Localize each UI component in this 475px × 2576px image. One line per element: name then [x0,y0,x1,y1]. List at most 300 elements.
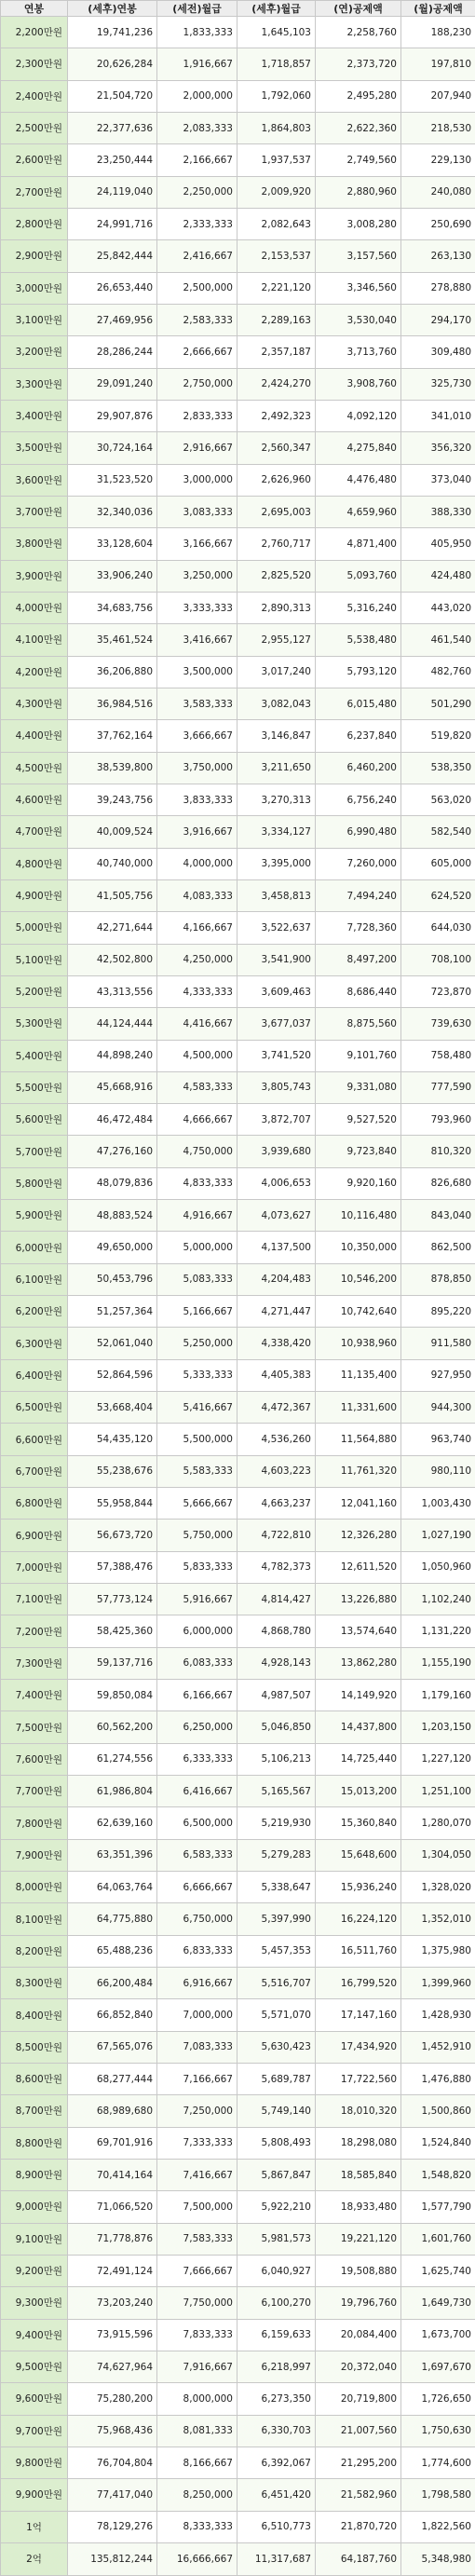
annual-salary-cell: 5,000만원 [1,912,68,944]
table-row [1,879,475,911]
net-annual-salary-cell: 68,989,680 [68,2095,157,2127]
annual-deduction-cell: 17,147,160 [316,1999,401,2031]
header-net-annual-salary: (세후)연봉 [68,1,157,17]
net-monthly-salary-cell: 3,939,680 [238,1136,316,1167]
table-row [1,720,475,752]
annual-deduction-cell: 3,713,760 [316,336,401,368]
annual-deduction-cell: 13,574,640 [316,1615,401,1647]
net-annual-salary-cell: 56,673,720 [68,1520,157,1551]
gross-monthly-salary-cell: 2,833,333 [157,400,238,431]
monthly-deduction-cell: 373,040 [401,464,475,496]
net-monthly-salary-cell: 4,814,427 [238,1584,316,1615]
gross-monthly-salary-cell: 5,000,000 [157,1232,238,1263]
annual-salary-cell: 7,600만원 [1,1743,68,1775]
annual-salary-cell: 7,300만원 [1,1647,68,1679]
net-monthly-salary-cell: 5,516,707 [238,1968,316,1999]
annual-salary-cell: 7,200만원 [1,1615,68,1647]
gross-monthly-salary-cell: 4,416,667 [157,1008,238,1040]
net-annual-salary-cell: 135,812,244 [68,2542,157,2575]
table-row [1,1807,475,1839]
table-row [1,1935,475,1967]
monthly-deduction-cell: 895,220 [401,1296,475,1328]
table-row [1,1999,475,2031]
net-annual-salary-cell: 75,968,436 [68,2415,157,2447]
annual-salary-cell: 9,200만원 [1,2255,68,2286]
net-annual-salary-cell: 70,414,164 [68,2159,157,2190]
table-row [1,2095,475,2127]
gross-monthly-salary-cell: 6,833,333 [157,1935,238,1967]
table-row [1,176,475,208]
net-annual-salary-cell: 65,488,236 [68,1935,157,1967]
annual-deduction-cell: 6,460,200 [316,752,401,784]
net-annual-salary-cell: 48,079,836 [68,1167,157,1199]
net-monthly-salary-cell: 5,571,070 [238,1999,316,2031]
annual-deduction-cell: 15,360,840 [316,1807,401,1839]
table-row [1,784,475,815]
annual-salary-cell: 8,800만원 [1,2127,68,2159]
net-annual-salary-cell: 53,668,404 [68,1392,157,1424]
monthly-deduction-cell: 1,280,070 [401,1807,475,1839]
monthly-deduction-cell: 644,030 [401,912,475,944]
table-row [1,592,475,623]
gross-monthly-salary-cell: 6,250,000 [157,1711,238,1743]
annual-salary-cell: 6,100만원 [1,1263,68,1295]
table-row [1,272,475,304]
annual-deduction-cell: 12,611,520 [316,1551,401,1583]
monthly-deduction-cell: 405,950 [401,528,475,560]
annual-salary-cell: 9,100만원 [1,2223,68,2255]
annual-deduction-cell: 20,372,040 [316,2351,401,2382]
monthly-deduction-cell: 911,580 [401,1328,475,1359]
gross-monthly-salary-cell: 5,083,333 [157,1263,238,1295]
table-row [1,368,475,400]
gross-monthly-salary-cell: 6,000,000 [157,1615,238,1647]
net-annual-salary-cell: 57,388,476 [68,1551,157,1583]
annual-deduction-cell: 3,008,280 [316,208,401,239]
annual-deduction-cell: 4,275,840 [316,432,401,464]
net-annual-salary-cell: 43,313,556 [68,975,157,1007]
net-annual-salary-cell: 60,562,200 [68,1711,157,1743]
net-monthly-salary-cell: 4,928,143 [238,1647,316,1679]
net-annual-salary-cell: 71,066,520 [68,2191,157,2223]
net-monthly-salary-cell: 4,204,483 [238,1263,316,1295]
table-row [1,1296,475,1328]
annual-deduction-cell: 19,796,760 [316,2287,401,2319]
annual-deduction-cell: 2,880,960 [316,176,401,208]
table-row [1,400,475,431]
annual-salary-cell: 6,600만원 [1,1424,68,1455]
gross-monthly-salary-cell: 3,416,667 [157,624,238,656]
annual-salary-cell: 7,500만원 [1,1711,68,1743]
net-annual-salary-cell: 22,377,636 [68,112,157,143]
gross-monthly-salary-cell: 3,750,000 [157,752,238,784]
gross-monthly-salary-cell: 6,333,333 [157,1743,238,1775]
gross-monthly-salary-cell: 3,666,667 [157,720,238,752]
monthly-deduction-cell: 519,820 [401,720,475,752]
annual-salary-cell: 6,500만원 [1,1392,68,1424]
net-annual-salary-cell: 77,417,040 [68,2479,157,2511]
monthly-deduction-cell: 240,080 [401,176,475,208]
annual-deduction-cell: 17,434,920 [316,2031,401,2063]
gross-monthly-salary-cell: 4,666,667 [157,1104,238,1136]
annual-deduction-cell: 9,920,160 [316,1167,401,1199]
annual-salary-cell: 9,800만원 [1,2447,68,2478]
gross-monthly-salary-cell: 3,583,333 [157,688,238,719]
net-annual-salary-cell: 19,741,236 [68,17,157,48]
annual-deduction-cell: 18,298,080 [316,2127,401,2159]
annual-deduction-cell: 19,221,120 [316,2223,401,2255]
table-row [1,1263,475,1295]
table-row [1,1392,475,1424]
net-annual-salary-cell: 55,958,844 [68,1488,157,1520]
net-monthly-salary-cell: 3,270,313 [238,784,316,815]
net-monthly-salary-cell: 1,792,060 [238,80,316,112]
annual-salary-cell: 5,600만원 [1,1104,68,1136]
net-annual-salary-cell: 49,650,000 [68,1232,157,1263]
table-row [1,2223,475,2255]
annual-salary-cell: 3,600만원 [1,464,68,496]
gross-monthly-salary-cell: 5,250,000 [157,1328,238,1359]
monthly-deduction-cell: 1,003,430 [401,1488,475,1520]
monthly-deduction-cell: 777,590 [401,1071,475,1103]
annual-deduction-cell: 8,497,200 [316,944,401,975]
gross-monthly-salary-cell: 3,000,000 [157,464,238,496]
table-row [1,1232,475,1263]
table-row [1,208,475,239]
monthly-deduction-cell: 1,027,190 [401,1520,475,1551]
table-row [1,240,475,272]
net-annual-salary-cell: 21,504,720 [68,80,157,112]
table-row [1,2542,475,2575]
monthly-deduction-cell: 1,428,930 [401,1999,475,2031]
gross-monthly-salary-cell: 7,666,667 [157,2255,238,2286]
annual-deduction-cell: 11,135,400 [316,1359,401,1391]
annual-salary-cell: 6,900만원 [1,1520,68,1551]
net-annual-salary-cell: 73,203,240 [68,2287,157,2319]
gross-monthly-salary-cell: 6,916,667 [157,1968,238,1999]
net-monthly-salary-cell: 4,868,780 [238,1615,316,1647]
net-annual-salary-cell: 33,128,604 [68,528,157,560]
net-monthly-salary-cell: 3,146,847 [238,720,316,752]
net-monthly-salary-cell: 2,955,127 [238,624,316,656]
net-annual-salary-cell: 31,523,520 [68,464,157,496]
net-annual-salary-cell: 75,280,200 [68,2383,157,2415]
gross-monthly-salary-cell: 1,833,333 [157,17,238,48]
table-row [1,80,475,112]
table-row [1,2383,475,2415]
annual-salary-cell: 8,300만원 [1,1968,68,1999]
annual-salary-cell: 3,400만원 [1,400,68,431]
gross-monthly-salary-cell: 6,083,333 [157,1647,238,1679]
gross-monthly-salary-cell: 2,166,667 [157,144,238,176]
annual-deduction-cell: 2,373,720 [316,48,401,80]
gross-monthly-salary-cell: 6,750,000 [157,1903,238,1935]
monthly-deduction-cell: 1,352,010 [401,1903,475,1935]
net-annual-salary-cell: 64,063,764 [68,1872,157,1903]
net-annual-salary-cell: 29,091,240 [68,368,157,400]
table-row [1,1584,475,1615]
annual-deduction-cell: 14,725,440 [316,1743,401,1775]
annual-deduction-cell: 9,331,080 [316,1071,401,1103]
net-monthly-salary-cell: 5,749,140 [238,2095,316,2127]
net-annual-salary-cell: 27,469,956 [68,304,157,335]
table-row [1,1968,475,1999]
table-row [1,528,475,560]
monthly-deduction-cell: 207,940 [401,80,475,112]
monthly-deduction-cell: 461,540 [401,624,475,656]
gross-monthly-salary-cell: 4,583,333 [157,1071,238,1103]
gross-monthly-salary-cell: 7,833,333 [157,2319,238,2351]
net-annual-salary-cell: 59,850,084 [68,1680,157,1711]
annual-salary-cell: 5,400만원 [1,1040,68,1071]
annual-salary-cell: 2,400만원 [1,80,68,112]
gross-monthly-salary-cell: 7,750,000 [157,2287,238,2319]
monthly-deduction-cell: 563,020 [401,784,475,815]
gross-monthly-salary-cell: 6,500,000 [157,1807,238,1839]
annual-salary-cell: 8,500만원 [1,2031,68,2063]
net-annual-salary-cell: 52,061,040 [68,1328,157,1359]
gross-monthly-salary-cell: 2,583,333 [157,304,238,335]
annual-salary-cell: 4,300만원 [1,688,68,719]
monthly-deduction-cell: 1,798,580 [401,2479,475,2511]
table-header-row [1,1,475,17]
gross-monthly-salary-cell: 4,083,333 [157,879,238,911]
annual-deduction-cell: 21,295,200 [316,2447,401,2478]
gross-monthly-salary-cell: 2,916,667 [157,432,238,464]
net-annual-salary-cell: 74,627,964 [68,2351,157,2382]
monthly-deduction-cell: 826,680 [401,1167,475,1199]
net-annual-salary-cell: 48,883,524 [68,1200,157,1232]
monthly-deduction-cell: 482,760 [401,656,475,688]
annual-deduction-cell: 4,092,120 [316,400,401,431]
annual-salary-cell: 9,500만원 [1,2351,68,2382]
gross-monthly-salary-cell: 7,000,000 [157,1999,238,2031]
net-monthly-salary-cell: 4,782,373 [238,1551,316,1583]
annual-deduction-cell: 12,326,280 [316,1520,401,1551]
net-annual-salary-cell: 40,009,524 [68,816,157,848]
gross-monthly-salary-cell: 2,333,333 [157,208,238,239]
gross-monthly-salary-cell: 3,166,667 [157,528,238,560]
annual-deduction-cell: 14,149,920 [316,1680,401,1711]
monthly-deduction-cell: 793,960 [401,1104,475,1136]
monthly-deduction-cell: 1,548,820 [401,2159,475,2190]
monthly-deduction-cell: 1,697,670 [401,2351,475,2382]
net-monthly-salary-cell: 3,334,127 [238,816,316,848]
annual-salary-cell: 8,600만원 [1,2064,68,2095]
gross-monthly-salary-cell: 7,333,333 [157,2127,238,2159]
annual-salary-cell: 3,500만원 [1,432,68,464]
gross-monthly-salary-cell: 7,500,000 [157,2191,238,2223]
table-row [1,1872,475,1903]
annual-salary-cell: 2억 [1,2542,68,2575]
monthly-deduction-cell: 1,399,960 [401,1968,475,1999]
annual-salary-cell: 5,800만원 [1,1167,68,1199]
annual-deduction-cell: 16,224,120 [316,1903,401,1935]
net-annual-salary-cell: 33,906,240 [68,560,157,592]
annual-deduction-cell: 21,870,720 [316,2511,401,2542]
table-row [1,944,475,975]
net-monthly-salary-cell: 6,159,633 [238,2319,316,2351]
monthly-deduction-cell: 1,625,740 [401,2255,475,2286]
monthly-deduction-cell: 1,304,050 [401,1839,475,1871]
monthly-deduction-cell: 1,452,910 [401,2031,475,2063]
monthly-deduction-cell: 1,251,100 [401,1776,475,1807]
net-monthly-salary-cell: 3,677,037 [238,1008,316,1040]
gross-monthly-salary-cell: 7,166,667 [157,2064,238,2095]
annual-deduction-cell: 2,495,280 [316,80,401,112]
net-annual-salary-cell: 54,435,120 [68,1424,157,1455]
gross-monthly-salary-cell: 2,416,667 [157,240,238,272]
net-annual-salary-cell: 26,653,440 [68,272,157,304]
table-row [1,2415,475,2447]
net-monthly-salary-cell: 1,864,803 [238,112,316,143]
gross-monthly-salary-cell: 4,333,333 [157,975,238,1007]
gross-monthly-salary-cell: 2,666,667 [157,336,238,368]
annual-salary-cell: 7,400만원 [1,1680,68,1711]
table-row [1,848,475,879]
gross-monthly-salary-cell: 3,333,333 [157,592,238,623]
net-annual-salary-cell: 44,898,240 [68,1040,157,1071]
gross-monthly-salary-cell: 5,750,000 [157,1520,238,1551]
monthly-deduction-cell: 188,230 [401,17,475,48]
net-annual-salary-cell: 73,915,596 [68,2319,157,2351]
table-row [1,1359,475,1391]
net-monthly-salary-cell: 4,603,223 [238,1455,316,1487]
net-monthly-salary-cell: 2,221,120 [238,272,316,304]
annual-deduction-cell: 4,476,480 [316,464,401,496]
net-monthly-salary-cell: 2,082,643 [238,208,316,239]
gross-monthly-salary-cell: 5,500,000 [157,1424,238,1455]
net-monthly-salary-cell: 3,872,707 [238,1104,316,1136]
net-monthly-salary-cell: 3,211,650 [238,752,316,784]
monthly-deduction-cell: 878,850 [401,1263,475,1295]
gross-monthly-salary-cell: 8,000,000 [157,2383,238,2415]
header-gross-monthly-salary: (세전)월급 [157,1,238,17]
annual-salary-cell: 9,300만원 [1,2287,68,2319]
monthly-deduction-cell: 278,880 [401,272,475,304]
net-annual-salary-cell: 63,351,396 [68,1839,157,1871]
annual-deduction-cell: 3,157,560 [316,240,401,272]
table-row [1,1903,475,1935]
table-row [1,1647,475,1679]
net-monthly-salary-cell: 2,424,270 [238,368,316,400]
table-row [1,2127,475,2159]
annual-salary-cell: 2,800만원 [1,208,68,239]
annual-salary-cell: 2,200만원 [1,17,68,48]
annual-salary-cell: 1억 [1,2511,68,2542]
net-monthly-salary-cell: 3,017,240 [238,656,316,688]
annual-salary-cell: 7,900만원 [1,1839,68,1871]
net-annual-salary-cell: 78,129,276 [68,2511,157,2542]
table-row [1,1551,475,1583]
gross-monthly-salary-cell: 3,916,667 [157,816,238,848]
annual-salary-cell: 9,000만원 [1,2191,68,2223]
table-row [1,1136,475,1167]
net-annual-salary-cell: 29,907,876 [68,400,157,431]
table-row [1,624,475,656]
table-row [1,1743,475,1775]
annual-deduction-cell: 2,749,560 [316,144,401,176]
annual-deduction-cell: 7,260,000 [316,848,401,879]
annual-deduction-cell: 3,908,760 [316,368,401,400]
monthly-deduction-cell: 250,690 [401,208,475,239]
net-monthly-salary-cell: 3,741,520 [238,1040,316,1071]
annual-salary-cell: 9,900만원 [1,2479,68,2511]
monthly-deduction-cell: 5,348,980 [401,2542,475,2575]
annual-deduction-cell: 7,728,360 [316,912,401,944]
monthly-deduction-cell: 1,203,150 [401,1711,475,1743]
net-monthly-salary-cell: 5,922,210 [238,2191,316,2223]
table-row [1,112,475,143]
net-annual-salary-cell: 38,539,800 [68,752,157,784]
table-row [1,496,475,527]
annual-deduction-cell: 13,862,280 [316,1647,401,1679]
net-annual-salary-cell: 55,238,676 [68,1455,157,1487]
gross-monthly-salary-cell: 5,416,667 [157,1392,238,1424]
gross-monthly-salary-cell: 2,083,333 [157,112,238,143]
gross-monthly-salary-cell: 2,250,000 [157,176,238,208]
gross-monthly-salary-cell: 5,833,333 [157,1551,238,1583]
net-monthly-salary-cell: 4,472,367 [238,1392,316,1424]
annual-salary-cell: 3,700만원 [1,496,68,527]
gross-monthly-salary-cell: 6,416,667 [157,1776,238,1807]
gross-monthly-salary-cell: 4,166,667 [157,912,238,944]
annual-salary-cell: 5,900만원 [1,1200,68,1232]
net-annual-salary-cell: 42,502,800 [68,944,157,975]
net-monthly-salary-cell: 1,645,103 [238,17,316,48]
monthly-deduction-cell: 708,100 [401,944,475,975]
monthly-deduction-cell: 197,810 [401,48,475,80]
net-annual-salary-cell: 52,864,596 [68,1359,157,1391]
table-row [1,816,475,848]
annual-deduction-cell: 5,793,120 [316,656,401,688]
table-row [1,1488,475,1520]
net-annual-salary-cell: 45,668,916 [68,1071,157,1103]
annual-deduction-cell: 16,511,760 [316,1935,401,1967]
table-row [1,1104,475,1136]
net-annual-salary-cell: 57,773,124 [68,1584,157,1615]
annual-deduction-cell: 4,659,960 [316,496,401,527]
net-monthly-salary-cell: 1,937,537 [238,144,316,176]
annual-salary-cell: 8,700만원 [1,2095,68,2127]
net-annual-salary-cell: 59,137,716 [68,1647,157,1679]
header-annual-deduction: (연)공제액 [316,1,401,17]
monthly-deduction-cell: 1,726,650 [401,2383,475,2415]
monthly-deduction-cell: 388,330 [401,496,475,527]
annual-salary-cell: 2,700만원 [1,176,68,208]
net-monthly-salary-cell: 6,510,773 [238,2511,316,2542]
annual-deduction-cell: 3,346,560 [316,272,401,304]
net-monthly-salary-cell: 5,630,423 [238,2031,316,2063]
net-annual-salary-cell: 61,274,556 [68,1743,157,1775]
monthly-deduction-cell: 538,350 [401,752,475,784]
net-monthly-salary-cell: 3,395,000 [238,848,316,879]
table-body [1,17,475,2576]
annual-deduction-cell: 9,527,520 [316,1104,401,1136]
net-monthly-salary-cell: 5,046,850 [238,1711,316,1743]
annual-deduction-cell: 12,041,160 [316,1488,401,1520]
monthly-deduction-cell: 1,227,120 [401,1743,475,1775]
annual-deduction-cell: 5,093,760 [316,560,401,592]
annual-deduction-cell: 4,871,400 [316,528,401,560]
annual-deduction-cell: 10,742,640 [316,1296,401,1328]
gross-monthly-salary-cell: 3,500,000 [157,656,238,688]
table-row [1,1520,475,1551]
gross-monthly-salary-cell: 8,081,333 [157,2415,238,2447]
net-annual-salary-cell: 66,852,840 [68,1999,157,2031]
net-annual-salary-cell: 23,250,444 [68,144,157,176]
net-annual-salary-cell: 28,286,244 [68,336,157,368]
